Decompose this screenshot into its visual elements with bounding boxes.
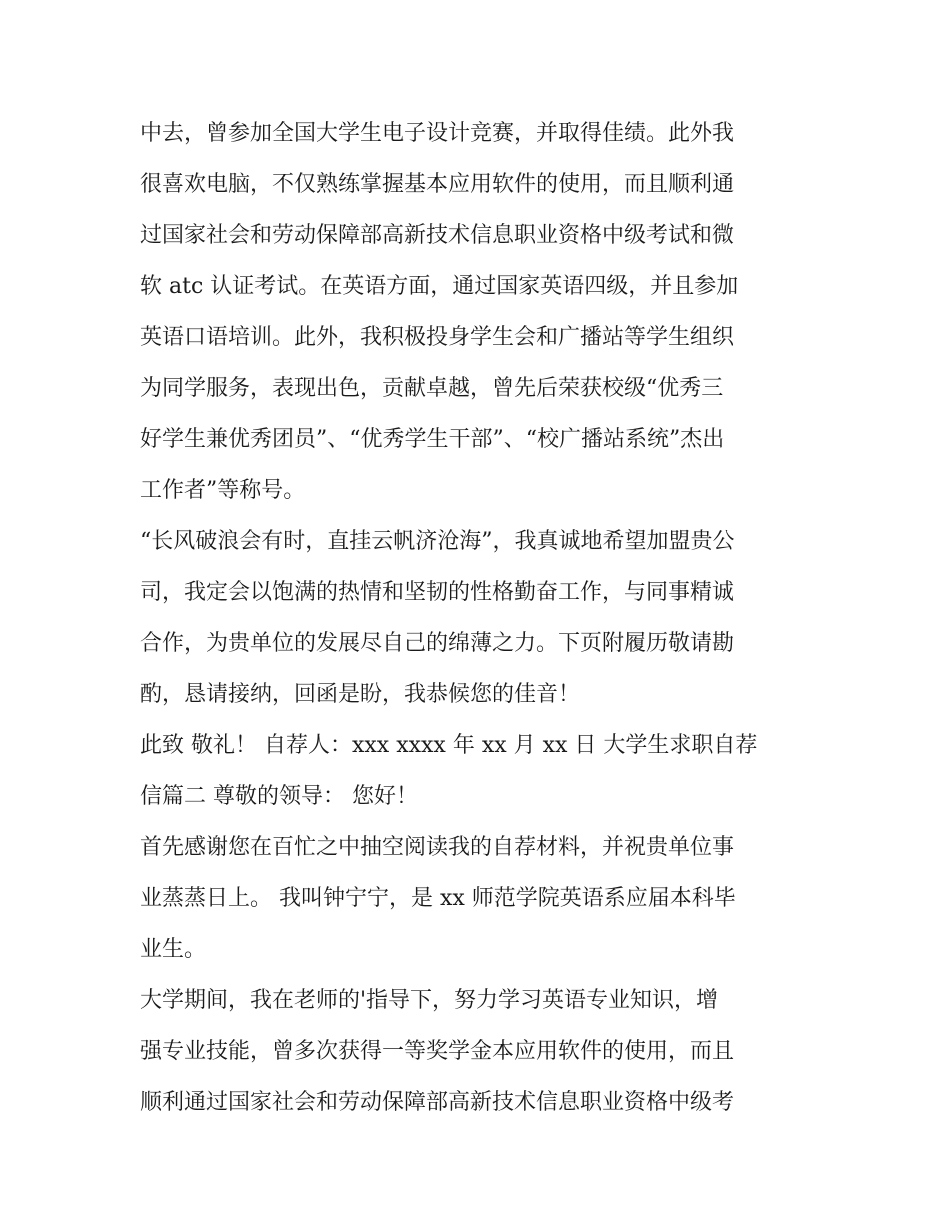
text-line: 此致 敬礼！ 自荐人：xxx xxxx 年 xx 月 xx 日 大学生求职自荐	[140, 733, 758, 758]
text-line: 过国家社会和劳动保障部高新技术信息职业资格中级考试和微	[140, 223, 735, 248]
text-line: 酌，恳请接纳，回函是盼，我恭候您的佳音！	[140, 682, 581, 707]
text-line: 强专业技能，曾多次获得一等奖学金本应用软件的使用，而且	[140, 1039, 735, 1064]
body-text	[140, 108, 820, 1128]
text-line: 为同学服务，表现出色，贡献卓越，曾先后荣获校级“优秀三	[140, 376, 724, 401]
text-line: 好学生兼优秀团员”、“优秀学生干部”、“校广播站系统”杰出	[140, 427, 725, 452]
text-line: 英语口语培训。此外，我积极投身学生会和广播站等学生组织	[140, 325, 735, 350]
text-line: 合作，为贵单位的发展尽自己的绵薄之力。下页附履历敬请勘	[140, 631, 735, 656]
text-line: 首先感谢您在百忙之中抽空阅读我的自荐材料，并祝贵单位事	[140, 835, 735, 860]
text-line: 信篇二 尊敬的领导： 您好！	[140, 784, 418, 809]
text-line: 业生。	[140, 937, 207, 962]
text-line: 软 atc 认证考试。在英语方面，通过国家英语四级，并且参加	[140, 274, 739, 299]
text-line: 司，我定会以饱满的热情和坚韧的性格勤奋工作，与同事精诚	[140, 580, 735, 605]
text-line: 顺利通过国家社会和劳动保障部高新技术信息职业资格中级考	[140, 1090, 735, 1115]
text-line: “长风破浪会有时，直挂云帆济沧海”，我真诚地希望加盟贵公	[140, 529, 735, 554]
text-line: 中去，曾参加全国大学生电子设计竞赛，并取得佳绩。此外我	[140, 121, 735, 146]
text-line: 工作者”等称号。	[140, 478, 306, 503]
text-line: 大学期间，我在老师的'指导下，努力学习英语专业知识，增	[140, 988, 719, 1013]
text-line: 业蒸蒸日上。 我叫钟宁宁，是 xx 师范学院英语系应届本科毕	[140, 886, 736, 911]
text-line: 很喜欢电脑，不仅熟练掌握基本应用软件的使用，而且顺利通	[140, 172, 735, 197]
